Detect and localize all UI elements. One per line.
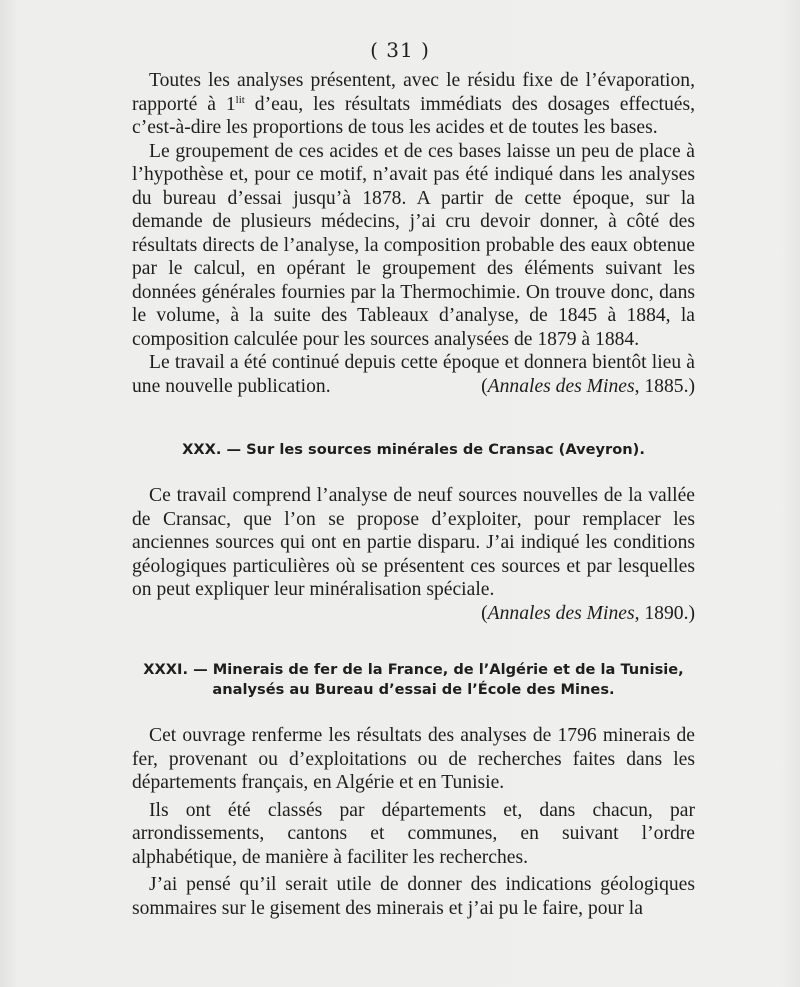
citation-open: (: [481, 375, 488, 397]
litre-superscript: lit: [235, 93, 245, 106]
section-heading-xxx: XXX. — Sur les sources minérales de Cransac (Aveyron).: [182, 441, 645, 458]
paragraph-ouvrage: Cet ouvrage renferme les résultats des analyses de 1796 minerais de fer, provenant ou d’exploitations ou de recherches faites dans les départements français, en Algérie et en Tunisie.: [132, 725, 695, 793]
section-heading-xxxi: [132, 660, 695, 700]
citation-1890: [132, 602, 695, 626]
citation-journal: Annales des Mines: [487, 375, 635, 397]
paragraph-classes: Ils ont été classés par départements et, dans chacun, par arrondissements, cantons et communes, en suivant l’ordre alphabétique, de manière à faciliter les recherches.: [132, 799, 695, 868]
page-number: ( 31 ): [370, 38, 430, 62]
paragraph-travail: Le travail a été continué depuis cette époque et donnera bientôt lieu à une nouvelle publication.: [132, 352, 695, 397]
paragraph-analyses-text-b: d’eau, les résultats immédiats des dosages effectués, c’est-à-dire les proportions de tous les acides et de toutes les bases.: [132, 93, 695, 138]
paragraph-cransac: Ce travail comprend l’analyse de neuf sources nouvelles de la vallée de Cransac, que l’on se propose d’exploiter, pour remplacer les anciennes sources qui ont en partie disparu. J’ai indiqué les conditions géologiques particulières où se présentent ces sources et par lesquelles on peut expliquer leur minéralisation spéciale.: [132, 485, 695, 600]
paragraph-indications: J’ai pensé qu’il serait utile de donner des indications géologiques sommaires sur le gisement des minerais et j’ai pu le faire, pour la: [132, 874, 695, 919]
paragraph-groupement: Le groupement de ces acides et de ces bases laisse un peu de place à l’hypothèse et, pour ce motif, n’avait pas été indiqué dans les analyses du bureau d’essai jusqu’à 1878. A partir de cette époque, sur la demande de plusieurs médecins, j’ai cru devoir donner, à côté des résultats directs de l’analyse, la composition probable des eaux obtenue par le calcul, en opérant le groupement des éléments suivant les données générales fournies par la Thermochimie. On trouve donc, dans le volume, à la suite des Tableaux d’analyse, de 1845 à 1884, la composition calculée pour les sources analysées de 1879 à 1884.: [132, 140, 695, 350]
citation-journal: Annales des Mines: [487, 602, 635, 624]
section-xxx-body: [132, 484, 695, 625]
paragraph-analyses: [132, 69, 695, 140]
section-xxxi-body: [132, 724, 695, 920]
heading-line-2: analysés au Bureau d’essai de l’École des Mines.: [212, 681, 615, 698]
citation-open: (: [481, 602, 488, 624]
heading-line-1: XXXI. — Minerais de fer de la France, de l’Algérie et de la Tunisie,: [143, 661, 684, 678]
citation-year: , 1890.): [634, 602, 695, 624]
intro-block: [132, 69, 695, 398]
paragraph-analyses-text-a: Toutes les analyses présentent, avec le résidu fixe de l’évaporation, rapporté à 1: [132, 70, 695, 115]
citation-year: , 1885.): [634, 375, 695, 397]
